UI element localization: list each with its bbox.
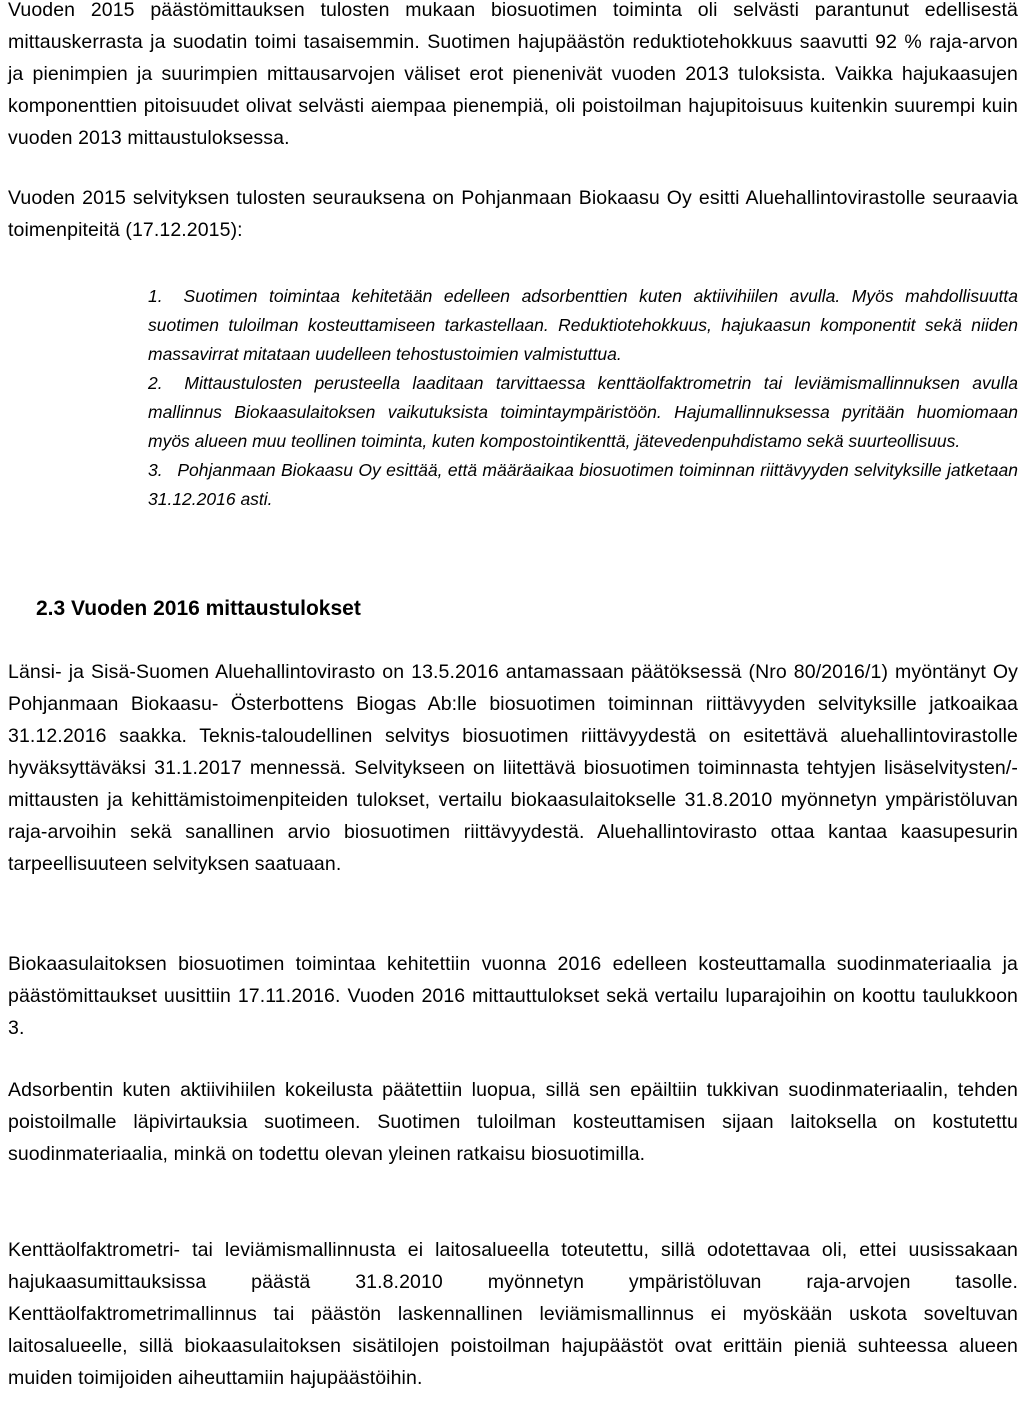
- list-item: [148, 456, 1018, 514]
- list-item-number: 2.: [148, 373, 163, 393]
- list-item-number: 1.: [148, 286, 163, 306]
- paragraph-2015-results: Vuoden 2015 päästömittauksen tulosten mukaan biosuotimen toiminta oli selvästi parantunut edellisestä mittauskerrasta ja suodatin toimi tasaisemmin. Suotimen hajupäästön reduktiotehokkuus saavutti 92 % raja-arvon ja pienimpien ja suurimpien mittausarvojen väliset erot pienenivät vuoden 2013 tuloksista. Vaikka hajukaasujen komponenttien pitoisuudet olivat selvästi aiempaa pienempiä, oli poistoilman hajupitoisuus kuitenkin suurempi kuin vuoden 2013 mittaustuloksessa.: [8, 0, 1018, 149]
- list-item: [148, 282, 1018, 369]
- list-item-text: Mittaustulosten perusteella laaditaan tarvittaessa kenttäolfaktrometrin tai leviämismallinnuksen avulla mallinnus Biokaasulaitoksen vaikutuksista toimintaympäristöön. Hajumallinnuksessa pyritään huomiomaan myös alueen muu teollinen toiminta, kuten kompostointikenttä, jätevedenpuhdistamo sekä suurteollisuus.: [148, 373, 1018, 451]
- paragraph-2016-development: Biokaasulaitoksen biosuotimen toimintaa kehitettiin vuonna 2016 edelleen kosteuttamalla suodinmateriaalia ja päästömittaukset uusittiin 17.11.2016. Vuoden 2016 mittauttulokset sekä vertailu luparajoihin on koottu taulukkoon 3.: [8, 953, 1018, 1039]
- list-item-text: Suotimen toimintaa kehitetään edelleen adsorbenttien kuten aktiivihiilen avulla. Myös mahdollisuutta suotimen tuloilman kosteuttamiseen tarkastellaan. Reduktiotehokkuus, hajukaasun komponentit sekä niiden massavirrat mitataan uudelleen tehostustoimien valmistuttua.: [148, 286, 1018, 364]
- list-item-number: 3.: [148, 460, 163, 480]
- section-heading: 2.3 Vuoden 2016 mittaustulokset: [36, 597, 361, 620]
- paragraph-adsorbent: Adsorbentin kuten aktiivihiilen kokeilusta päätettiin luopua, sillä sen epäiltiin tukkivan suodinmateriaalin, tehden poistoilmalle läpivirtauksia suotimeen. Suotimen tuloilman kosteuttamisen sijaan laitoksella on kostutettu suodinmateriaalia, minkä on todettu olevan yleinen ratkaisu biosuotimilla.: [8, 1079, 1018, 1165]
- paragraph-olfactometry: Kenttäolfaktrometri- tai leviämismallinnusta ei laitosalueella toteutettu, sillä odotettavaa oli, ettei uusissakaan hajukaasumittauksissa päästä 31.8.2010 myönnetyn ympäristöluvan raja-arvojen tasolle. Kenttäolfaktrometrimallinnus tai päästön laskennallinen leviämismallinnus ei myöskään uskota soveltuvan laitosalueelle, sillä biokaasulaitoksen sisätilojen poistoilman hajupäästöt ovat erittäin pieniä suhteessa alueen muiden toimijoiden aiheuttamiin hajupäästöihin.: [8, 1239, 1018, 1389]
- list-item: [148, 369, 1018, 456]
- list-item-text: Pohjanmaan Biokaasu Oy esittää, että määräaikaa biosuotimen toiminnan riittävyyden selvityksille jatketaan 31.12.2016 asti.: [148, 460, 1018, 509]
- paragraph-avi-decision: Länsi- ja Sisä-Suomen Aluehallintovirasto on 13.5.2016 antamassaan päätöksessä (Nro 80/2016/1) myöntänyt Oy Pohjanmaan Biokaasu- Österbottens Biogas Ab:lle biosuotimen toiminnan riittävyyden selvityksille jatkoaikaa 31.12.2016 saakka. Teknis-taloudellinen selvitys biosuotimen riittävyydestä on esitettävä aluehallintovirastolle hyväksyttäväksi 31.1.2017 mennessä. Selvitykseen on liitettävä biosuotimen toiminnasta tehtyjen lisäselvitysten/-mittausten ja kehittämistoimenpiteiden tulokset, vertailu biokaasulaitokselle 31.8.2010 myönnetyn ympäristöluvan raja-arvoihin sekä sanallinen arvio biosuotimen riittävyydestä. Aluehallintovirasto ottaa kantaa kaasupesurin tarpeellisuuteen selvityksen saatuaan.: [8, 661, 1018, 875]
- measures-list: [148, 282, 1018, 514]
- paragraph-2015-measures-intro: Vuoden 2015 selvityksen tulosten seurauksena on Pohjanmaan Biokaasu Oy esitti Aluehallintovirastolle seuraavia toimenpiteitä (17.12.2015):: [8, 187, 1018, 241]
